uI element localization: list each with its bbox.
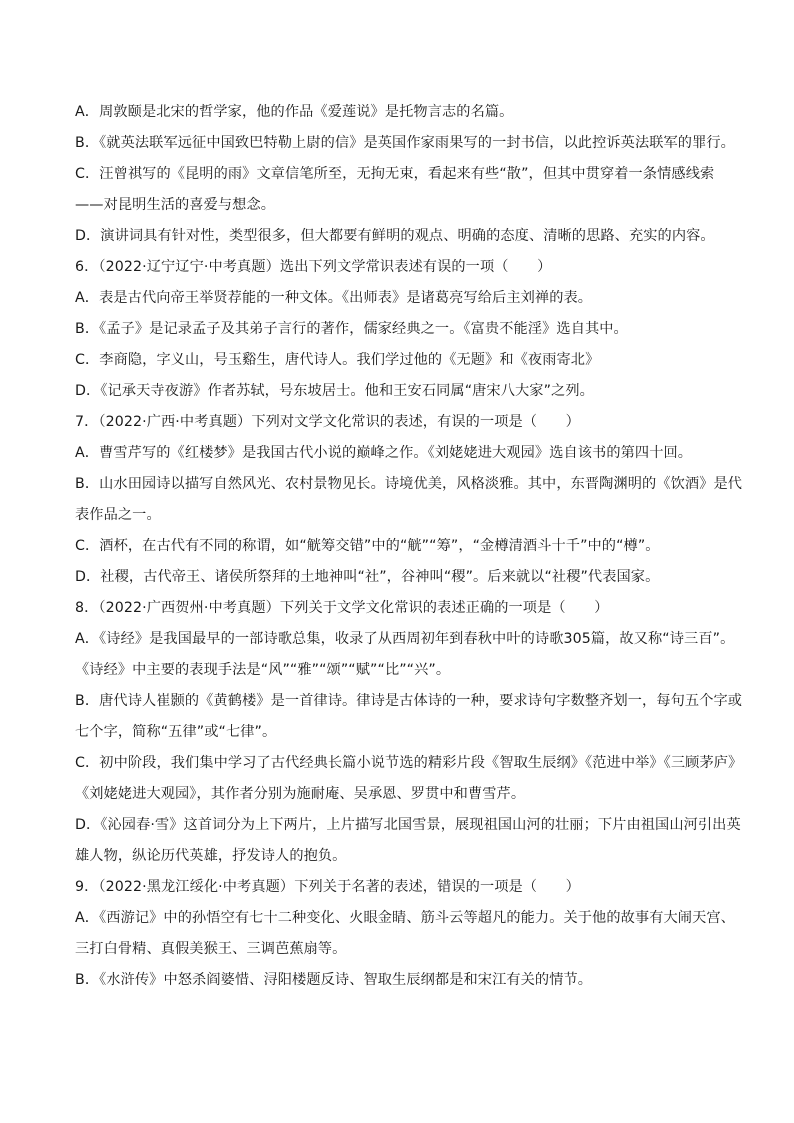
q7-option-d: D．社稷，古代帝王、诸侯所祭拜的土地神叫“社”，谷神叫“稷”。后来就以“社稷”代表国家。 [75,569,660,585]
question-9-stem: 9．（2022·黑龙江绥化·中考真题）下列关于名著的表述，错误的一项是（ ） [75,879,580,895]
q6-option-c: C．李商隐，字义山，号玉谿生，唐代诗人。我们学过他的《无题》和《夜雨寄北》 [75,352,600,368]
q9-option-b: B．《水浒传》中怒杀阎婆惜、浔阳楼题反诗、智取生辰纲都是和宋江有关的情节。 [75,972,593,988]
question-8-stem: 8．（2022·广西贺州·中考真题）下列关于文学文化常识的表述正确的一项是（ ） [75,600,609,616]
q8-option-d: D．《沁园春·雪》这首词分为上下两片，上片描写北国雪景，展现祖国山河的壮丽；下片由祖国山河引出英 [75,817,741,833]
q6-option-d: D．《记承天寺夜游》作者苏轼，号东坡居士。他和王安石同属“唐宋八大家”之列。 [75,383,594,399]
q7-option-b: B．山水田园诗以描写自然风光、农村景物见长。诗境优美，风格淡雅。其中，东晋陶渊明的《饮酒》是代 [75,476,743,492]
q8-option-c-continuation: 《刘姥姥进大观园》，其作者分别为施耐庵、吴承恩、罗贯中和曹雪芹。 [75,786,526,802]
option-d-line: D．演讲词具有针对性，类型很多，但大都要有鲜明的观点、明确的态度、清晰的思路、充实的内容。 [75,228,715,244]
q9-option-a-continuation: 三打白骨精、真假美猴王、三调芭蕉扇等。 [75,941,347,957]
option-c-continuation: ——对昆明生活的喜爱与想念。 [75,197,276,213]
option-c-line: C．汪曾祺写的《昆明的雨》文章信笔所至，无拘无束，看起来有些“散”，但其中贯穿着一条情感线索 [75,166,715,182]
option-b-line: B．《就英法联军远征中国致巴特勒上尉的信》是英国作家雨果写的一封书信，以此控诉英法联军的罪行。 [75,135,735,151]
q6-option-b: B．《孟子》是记录孟子及其弟子言行的著作，儒家经典之一。《富贵不能淫》选自其中。 [75,321,628,337]
option-a-line: A．周敦颐是北宋的哲学家，他的作品《爱莲说》是托物言志的名篇。 [75,104,514,120]
q8-option-c: C．初中阶段，我们集中学习了古代经典长篇小说节选的精彩片段《智取生辰纲》《范进中举》《三顾茅庐》 [75,755,743,771]
q8-option-a: A．《诗经》是我国最早的一部诗歌总集，收录了从西周初年到春秋中叶的诗歌305篇，故又称“诗三百”。 [75,631,735,647]
question-7-stem: 7．（2022·广西·中考真题）下列对文学文化常识的表述，有误的一项是（ ） [75,414,580,430]
q8-option-b: B．唐代诗人崔颢的《黄鹤楼》是一首律诗。律诗是古体诗的一种，要求诗句字数整齐划一，每句五个字或 [75,693,743,709]
q8-option-d-continuation: 雄人物，纵论历代英雄，抒发诗人的抱负。 [75,848,347,864]
q6-option-a: A．表是古代向帝王举贤荐能的一种文体。《出师表》是诸葛亮写给后主刘禅的表。 [75,290,593,306]
q7-option-c: C．酒杯，在古代有不同的称谓，如“觥筹交错”中的“觥”“筹”，“金樽清酒斗十千”中的“樽”。 [75,538,660,554]
q8-option-a-continuation: 《诗经》中主要的表现手法是“风”“雅”“颂”“赋”“比”“兴”。 [75,662,451,678]
question-6-stem: 6．（2022·辽宁辽宁·中考真题）选出下列文学常识表述有误的一项（ ） [75,259,552,275]
question-text [75,102,743,1001]
q9-option-a: A．《西游记》中的孙悟空有七十二种变化、火眼金睛、筋斗云等超凡的能力。关于他的故事有大闹天宫、 [75,910,735,926]
q8-option-b-continuation: 七个字，简称“五律”或“七律”。 [75,724,277,740]
q7-option-a: A．曹雪芹写的《红楼梦》是我国古代小说的巅峰之作。《刘姥姥进大观园》选自该书的第四十回。 [75,445,693,461]
q7-option-b-continuation: 表作品之一。 [75,507,161,523]
